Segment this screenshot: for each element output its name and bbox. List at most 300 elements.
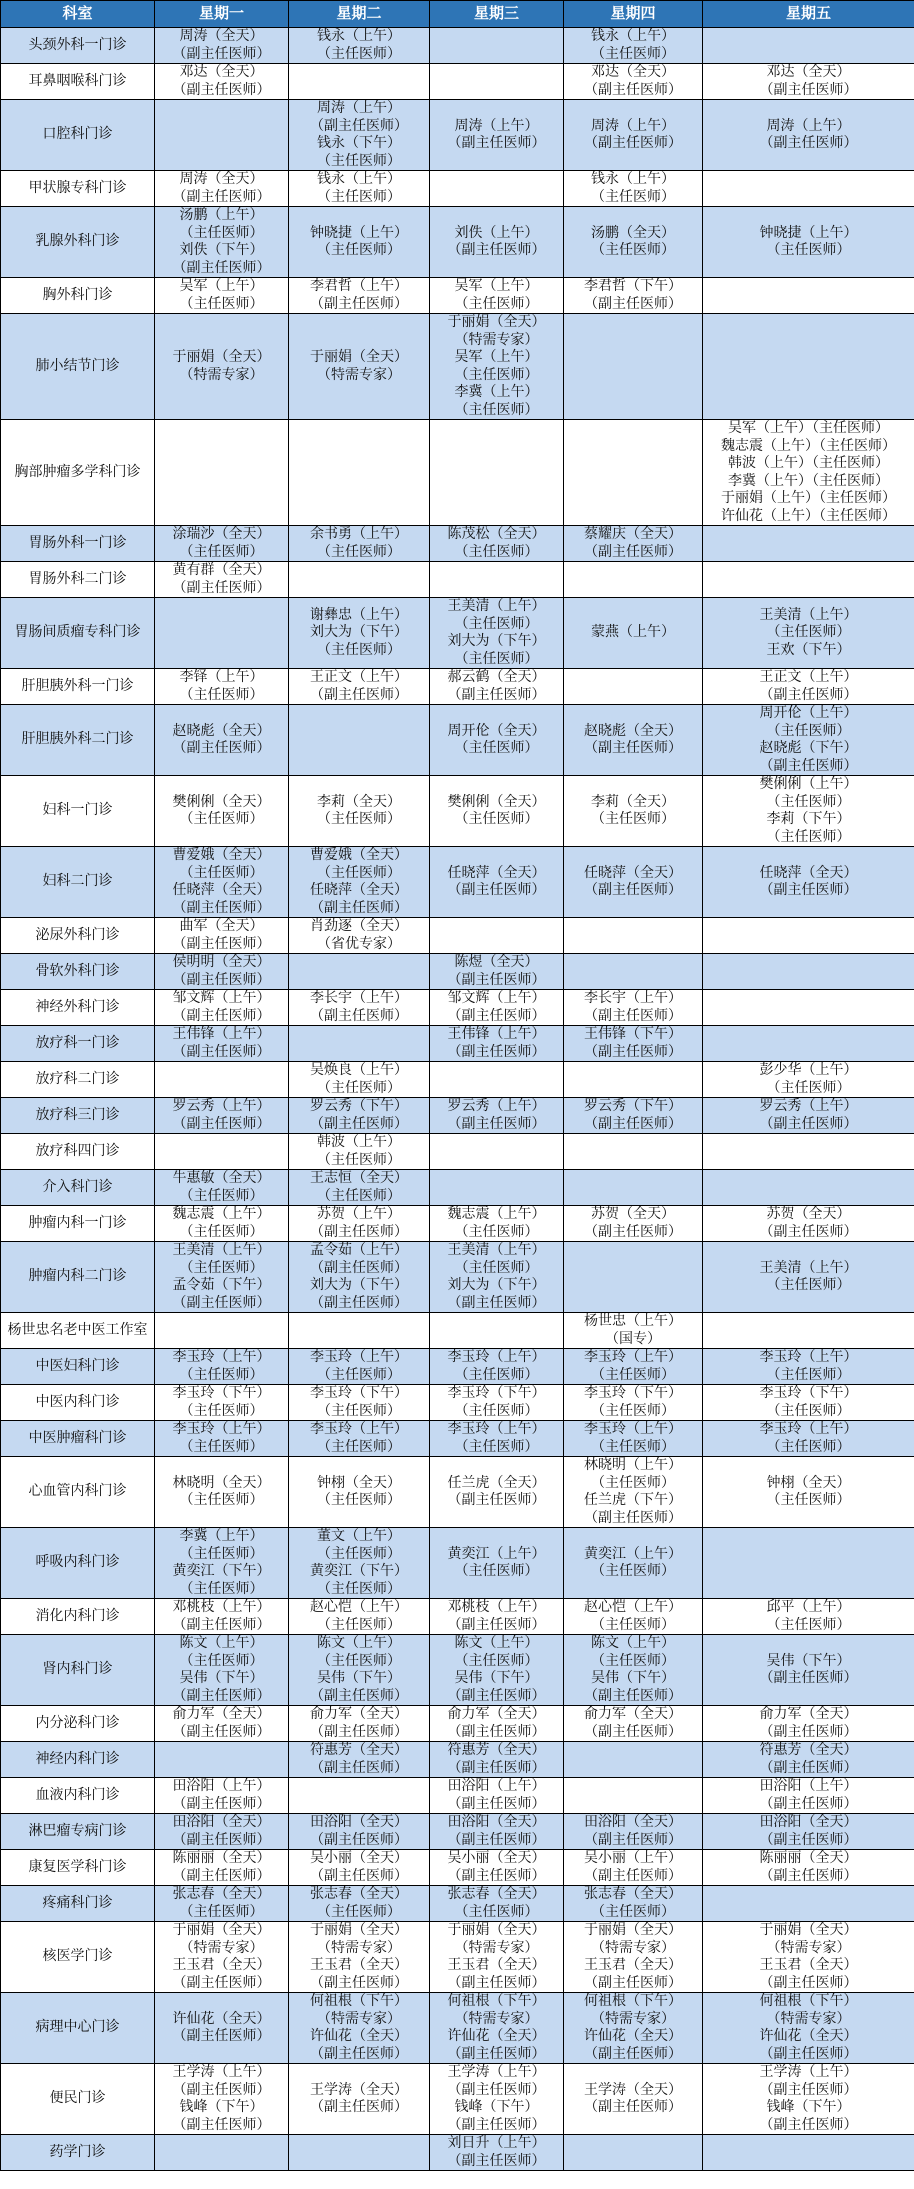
department-cell: 胸部肿瘤多学科门诊 <box>1 420 155 526</box>
schedule-cell <box>703 64 914 100</box>
doctor-line: （主任医师） <box>317 543 401 560</box>
doctor-line: 田浴阳（全天） <box>447 1814 546 1830</box>
doctor-line: 吴伟（下午） <box>766 1652 851 1669</box>
doctor-line: （副主任医师） <box>759 882 858 898</box>
doctor-line: 邓达（全天） <box>766 64 851 80</box>
schedule-cell <box>155 1922 289 1993</box>
doctor-line: 周涛（上午） <box>766 117 851 134</box>
table-row <box>1 1242 914 1313</box>
doctor-line: （副主任医师） <box>310 2045 408 2062</box>
doctor-line: 俞力军（全天） <box>447 1706 546 1722</box>
doctor-line: 张志春（全天） <box>584 1886 682 1902</box>
table-row <box>1 420 914 526</box>
doctor-line: （副主任医师） <box>759 1795 858 1812</box>
doctor-line: 王美清（上午） <box>447 598 546 614</box>
schedule-cell <box>289 847 430 918</box>
schedule-cell <box>430 990 564 1026</box>
schedule-cell <box>289 28 430 64</box>
doctor-line: （副主任医师） <box>759 1723 858 1740</box>
doctor-line: （副主任医师） <box>310 295 408 312</box>
schedule-cell <box>564 1922 703 1993</box>
doctor-line: 任兰虎（全天） <box>447 1474 546 1491</box>
schedule-cell <box>703 526 914 562</box>
schedule-cell <box>155 1385 289 1421</box>
doctor-line: （副主任医师） <box>584 1007 682 1024</box>
doctor-line: （副主任医师） <box>447 1043 546 1060</box>
doctor-line: （主任医师） <box>454 1563 539 1579</box>
doctor-line: （副主任医师） <box>584 1974 682 1991</box>
doctor-line: 董文（上午） <box>317 1528 401 1544</box>
schedule-cell <box>155 954 289 990</box>
schedule-cell <box>703 2135 914 2171</box>
doctor-line: 刘佚（上午） <box>454 224 539 241</box>
doctor-line: （主任医师） <box>454 615 539 632</box>
doctor-line: （主任医师） <box>317 1438 401 1455</box>
department-cell: 甲状腺专科门诊 <box>1 171 155 207</box>
schedule-cell <box>289 1742 430 1778</box>
table-row <box>1 1062 914 1098</box>
doctor-line: 苏贺（全天） <box>766 1206 851 1222</box>
doctor-line: 赵晓彪（下午） <box>759 740 858 756</box>
department-cell: 泌尿外科门诊 <box>1 918 155 954</box>
doctor-line: （副主任医师） <box>759 1759 858 1776</box>
doctor-line: 任晓萍（全天） <box>584 864 682 881</box>
doctor-line: （副主任医师） <box>584 1831 682 1848</box>
doctor-line: 彭少华（上午） <box>759 1062 858 1078</box>
department-cell: 胃肠间质瘤专科门诊 <box>1 598 155 669</box>
schedule-cell <box>564 776 703 847</box>
schedule-cell <box>155 1349 289 1385</box>
doctor-line: 罗云秀（下午） <box>584 1098 682 1114</box>
doctor-line: 魏志震（上午） <box>447 1206 546 1222</box>
doctor-line: 钱峰（下午） <box>454 2099 539 2115</box>
header-monday: 星期一 <box>155 1 289 28</box>
doctor-line: （主任医师） <box>766 1366 851 1383</box>
schedule-cell <box>289 1313 430 1349</box>
doctor-line: （主任医师） <box>454 1903 539 1920</box>
doctor-line: （副主任医师） <box>447 242 546 258</box>
doctor-line: （特需专家） <box>454 1939 539 1956</box>
doctor-line: 钟栩（全天） <box>317 1474 401 1491</box>
schedule-cell <box>703 562 914 598</box>
doctor-line: 黄奕江（下午） <box>310 1563 408 1579</box>
schedule-cell <box>564 1421 703 1457</box>
doctor-line: 邓桃枝（上午） <box>172 1599 271 1615</box>
doctor-line: 俞力军（全天） <box>172 1706 271 1722</box>
schedule-cell <box>564 669 703 705</box>
doctor-line: 赵晓彪（全天） <box>172 722 271 739</box>
doctor-line: 于丽娟（上午）（主任医师） <box>721 490 896 506</box>
schedule-cell <box>564 314 703 420</box>
schedule-cell <box>289 954 430 990</box>
schedule-cell <box>289 1922 430 1993</box>
doctor-line: 周涛（上午） <box>591 117 675 134</box>
table-row <box>1 207 914 278</box>
schedule-cell <box>430 1026 564 1062</box>
schedule-cell <box>430 278 564 314</box>
doctor-line: 李玉玲（上午） <box>584 1349 682 1365</box>
doctor-line: （副主任医师） <box>310 1115 408 1132</box>
doctor-line: （主任医师） <box>591 1652 675 1669</box>
doctor-line: （副主任医师） <box>759 1670 858 1686</box>
doctor-line: （主任医师） <box>454 740 539 756</box>
schedule-cell <box>564 171 703 207</box>
table-row <box>1 954 914 990</box>
doctor-line: 于丽娟（全天） <box>447 314 546 330</box>
doctor-line: （主任医师） <box>591 1563 675 1579</box>
schedule-cell <box>703 1062 914 1098</box>
schedule-cell <box>155 1528 289 1599</box>
department-cell: 淋巴瘤专病门诊 <box>1 1814 155 1850</box>
doctor-line: （副主任医师） <box>172 1867 271 1884</box>
table-row <box>1 171 914 207</box>
doctor-line: 符惠芳（全天） <box>310 1742 408 1758</box>
schedule-cell <box>155 1134 289 1170</box>
doctor-line: 牛惠敏（全天） <box>172 1170 271 1186</box>
doctor-line: （副主任医师） <box>172 45 271 62</box>
table-row <box>1 100 914 171</box>
schedule-cell <box>155 171 289 207</box>
doctor-line: （主任医师） <box>454 401 539 418</box>
doctor-line: 符惠芳（全天） <box>759 1742 858 1758</box>
doctor-line: 于丽娟（全天） <box>759 1922 858 1938</box>
department-cell: 肺小结节门诊 <box>1 314 155 420</box>
doctor-line: （副主任医师） <box>172 1616 271 1633</box>
doctor-line: （主任医师） <box>317 1402 401 1419</box>
schedule-cell <box>564 1850 703 1886</box>
doctor-line: （副主任医师） <box>172 1974 271 1991</box>
schedule-cell <box>430 1886 564 1922</box>
doctor-line: 曹爱娥（全天） <box>310 847 408 863</box>
doctor-line: （主任医师） <box>317 1151 401 1168</box>
schedule-cell <box>155 1742 289 1778</box>
doctor-line: （主任医师） <box>766 1616 851 1633</box>
doctor-line: （副主任医师） <box>172 1043 271 1060</box>
schedule-cell <box>289 64 430 100</box>
schedule-cell <box>430 1098 564 1134</box>
schedule-cell <box>703 1385 914 1421</box>
schedule-cell <box>703 1170 914 1206</box>
doctor-line: 任晓萍（全天） <box>172 882 271 898</box>
schedule-cell <box>289 1850 430 1886</box>
schedule-cell <box>564 2064 703 2135</box>
schedule-cell <box>430 562 564 598</box>
doctor-line: （副主任医师） <box>172 1294 271 1311</box>
schedule-cell <box>289 278 430 314</box>
schedule-cell <box>289 1635 430 1706</box>
doctor-line: （副主任医师） <box>447 2045 546 2062</box>
header-friday: 星期五 <box>703 1 914 28</box>
schedule-cell <box>703 1922 914 1993</box>
doctor-line: 田浴阳（全天） <box>172 1814 271 1830</box>
doctor-line: （特需专家） <box>591 1939 675 1956</box>
doctor-line: 赵心恺（上午） <box>584 1599 682 1615</box>
doctor-line: 田浴阳（全天） <box>584 1814 682 1830</box>
schedule-cell <box>289 1778 430 1814</box>
schedule-cell <box>289 1706 430 1742</box>
doctor-line: 于丽娟（全天） <box>447 1922 546 1938</box>
doctor-line: （主任医师） <box>766 1079 851 1096</box>
schedule-cell <box>703 420 914 526</box>
doctor-line: （主任医师） <box>179 1187 264 1204</box>
doctor-line: 王玉君（全天） <box>172 1957 271 1973</box>
doctor-line: 许仙花（全天） <box>172 2010 271 2027</box>
schedule-cell <box>564 990 703 1026</box>
doctor-line: 王玉君（全天） <box>310 1957 408 1973</box>
department-cell: 肾内科门诊 <box>1 1635 155 1706</box>
schedule-cell <box>289 1457 430 1528</box>
doctor-line: （副主任医师） <box>172 2081 271 2098</box>
table-row <box>1 1599 914 1635</box>
schedule-cell <box>703 1886 914 1922</box>
schedule-cell <box>289 1170 430 1206</box>
schedule-cell <box>155 1457 289 1528</box>
schedule-cell <box>289 705 430 776</box>
doctor-line: （副主任医师） <box>759 1831 858 1848</box>
doctor-line: （国专） <box>605 1330 661 1347</box>
schedule-cell <box>703 1242 914 1313</box>
schedule-cell <box>289 562 430 598</box>
doctor-line: 魏志震（上午）（主任医师） <box>721 437 896 454</box>
department-cell: 妇科二门诊 <box>1 847 155 918</box>
schedule-cell <box>430 598 564 669</box>
doctor-line: （副主任医师） <box>584 882 682 898</box>
doctor-line: 邱平（上午） <box>766 1599 851 1615</box>
schedule-cell <box>430 526 564 562</box>
doctor-line: 田浴阳（上午） <box>447 1778 546 1794</box>
schedule-cell <box>289 1098 430 1134</box>
table-row <box>1 1922 914 1993</box>
doctor-line: 许仙花（全天） <box>584 2028 682 2044</box>
doctor-line: 许仙花（全天） <box>310 2028 408 2044</box>
doctor-line: （主任医师） <box>179 1652 264 1669</box>
table-row <box>1 1850 914 1886</box>
department-cell: 药学门诊 <box>1 2135 155 2171</box>
schedule-cell <box>155 1313 289 1349</box>
doctor-line: 韩波（上午） <box>317 1134 401 1150</box>
doctor-line: 邹文辉（上午） <box>172 990 271 1006</box>
doctor-line: 曲军（全天） <box>179 918 264 934</box>
doctor-line: 任晓萍（全天） <box>447 864 546 881</box>
doctor-line: 王美清（上午） <box>447 1242 546 1258</box>
doctor-line: 吴伟（下午） <box>591 1670 675 1686</box>
schedule-cell <box>155 278 289 314</box>
doctor-line: （副主任医师） <box>172 899 271 916</box>
department-cell: 胸外科门诊 <box>1 278 155 314</box>
doctor-line: 孟令茹（下午） <box>172 1277 271 1293</box>
doctor-line: 王学涛（全天） <box>310 2081 408 2098</box>
doctor-line: （副主任医师） <box>172 2116 271 2133</box>
table-row <box>1 990 914 1026</box>
doctor-line: （主任医师） <box>317 1079 401 1096</box>
doctor-line: （副主任医师） <box>447 686 546 703</box>
doctor-line: （副主任医师） <box>310 1007 408 1024</box>
department-cell: 胃肠外科一门诊 <box>1 526 155 562</box>
schedule-cell <box>155 562 289 598</box>
schedule-cell <box>564 918 703 954</box>
schedule-cell <box>155 2064 289 2135</box>
department-cell: 乳腺外科门诊 <box>1 207 155 278</box>
doctor-line: （主任医师） <box>179 224 264 241</box>
doctor-line: （省优专家） <box>317 935 401 952</box>
doctor-line: 李玉玲（上午） <box>447 1421 546 1437</box>
schedule-cell <box>703 1778 914 1814</box>
schedule-cell <box>703 598 914 669</box>
doctor-line: 何祖根（下午） <box>584 1993 682 2009</box>
doctor-line: （特需专家） <box>454 2010 539 2027</box>
schedule-cell <box>703 1742 914 1778</box>
doctor-line: （主任医师） <box>766 1492 851 1508</box>
doctor-line: 李玉玲（上午） <box>584 1421 682 1437</box>
department-cell: 口腔科门诊 <box>1 100 155 171</box>
doctor-line: （主任医师） <box>317 242 401 258</box>
doctor-line: 黄奕江（下午） <box>172 1563 271 1579</box>
schedule-cell <box>703 1098 914 1134</box>
doctor-line: 钱永（下午） <box>317 135 401 151</box>
department-cell: 放疗科三门诊 <box>1 1098 155 1134</box>
doctor-line: （主任医师） <box>317 1187 401 1204</box>
table-row <box>1 1742 914 1778</box>
doctor-line: 涂瑞沙（全天） <box>172 526 271 542</box>
schedule-cell <box>564 1993 703 2064</box>
table-row <box>1 598 914 669</box>
schedule-cell <box>289 1062 430 1098</box>
schedule-cell <box>430 1421 564 1457</box>
doctor-line: （副主任医师） <box>172 2028 271 2044</box>
schedule-cell <box>430 1922 564 1993</box>
schedule-cell <box>430 847 564 918</box>
schedule-cell <box>564 1349 703 1385</box>
doctor-line: 许仙花（全天） <box>447 2028 546 2044</box>
department-cell: 中医肿瘤科门诊 <box>1 1421 155 1457</box>
doctor-line: 林晓明（全天） <box>172 1474 271 1491</box>
schedule-cell <box>289 1242 430 1313</box>
doctor-line: 邹文辉（上午） <box>447 990 546 1006</box>
header-row <box>1 1 914 28</box>
doctor-line: （主任医师） <box>454 1223 539 1240</box>
doctor-line: 李冀（上午）（主任医师） <box>728 472 889 489</box>
doctor-line: 樊俐俐（上午） <box>759 776 858 792</box>
doctor-line: （主任医师） <box>454 1259 539 1276</box>
doctor-line: 陈煜（全天） <box>454 954 539 970</box>
schedule-cell <box>430 1706 564 1742</box>
doctor-line: （副主任医师） <box>447 1795 546 1812</box>
doctor-line: （主任医师） <box>317 1903 401 1920</box>
doctor-line: （副主任医师） <box>447 2081 546 2098</box>
schedule-cell <box>155 598 289 669</box>
doctor-line: 罗云秀（下午） <box>310 1098 408 1114</box>
schedule-cell <box>564 420 703 526</box>
doctor-line: （副主任医师） <box>584 543 682 560</box>
schedule-cell <box>155 1206 289 1242</box>
doctor-line: 李玉玲（上午） <box>310 1349 408 1365</box>
department-cell: 便民门诊 <box>1 2064 155 2135</box>
doctor-line: 李玉玲（下午） <box>447 1385 546 1401</box>
schedule-cell <box>564 64 703 100</box>
header-tuesday: 星期二 <box>289 1 430 28</box>
doctor-line: （副主任医师） <box>759 2045 858 2062</box>
schedule-cell <box>564 1814 703 1850</box>
doctor-line: （主任医师） <box>317 188 401 205</box>
schedule-cell <box>289 1993 430 2064</box>
schedule-cell <box>155 705 289 776</box>
doctor-line: （主任医师） <box>179 811 264 827</box>
table-row <box>1 278 914 314</box>
doctor-line: （副主任医师） <box>447 1867 546 1884</box>
schedule-cell <box>155 420 289 526</box>
doctor-line: 吴小丽（上午） <box>584 1850 682 1866</box>
header-department: 科室 <box>1 1 155 28</box>
department-cell: 放疗科二门诊 <box>1 1062 155 1098</box>
doctor-line: 陈文（上午） <box>454 1635 539 1651</box>
doctor-line: 苏贺（上午） <box>317 1206 401 1222</box>
table-row <box>1 1385 914 1421</box>
doctor-line: （主任医师） <box>317 811 401 827</box>
doctor-line: （副主任医师） <box>172 1723 271 1740</box>
schedule-cell <box>430 1062 564 1098</box>
schedule-cell <box>564 1313 703 1349</box>
doctor-line: 张志春（全天） <box>310 1886 408 1902</box>
doctor-line: （主任医师） <box>179 1402 264 1419</box>
doctor-line: 吴军（上午） <box>454 349 539 365</box>
doctor-line: （副主任医师） <box>759 81 858 98</box>
schedule-cell <box>289 776 430 847</box>
doctor-line: 赵心恺（上午） <box>310 1599 408 1615</box>
doctor-line: 汤鹏（上午） <box>179 207 264 223</box>
doctor-line: （副主任医师） <box>759 1115 858 1132</box>
doctor-line: （副主任医师） <box>172 81 271 98</box>
doctor-line: 王学涛（全天） <box>584 2081 682 2098</box>
doctor-line: （副主任医师） <box>310 1831 408 1848</box>
doctor-line: 蔡耀庆（全天） <box>584 526 682 542</box>
doctor-line: （副主任医师） <box>447 1115 546 1132</box>
doctor-line: （特需专家） <box>766 2010 851 2027</box>
table-row <box>1 1421 914 1457</box>
schedule-cell <box>564 1385 703 1421</box>
schedule-cell <box>564 1134 703 1170</box>
schedule-cell <box>703 171 914 207</box>
schedule-cell <box>430 776 564 847</box>
doctor-line: 李君哲（下午） <box>584 278 682 294</box>
doctor-line: 刘佚（下午） <box>179 242 264 258</box>
doctor-line: 李铎（上午） <box>179 669 264 685</box>
schedule-cell <box>703 2064 914 2135</box>
doctor-line: （副主任医师） <box>447 2116 546 2133</box>
doctor-line: 邓达（全天） <box>179 64 264 80</box>
table-row <box>1 64 914 100</box>
schedule-cell <box>289 420 430 526</box>
doctor-line: （副主任医师） <box>172 935 271 952</box>
doctor-line: 钱永（上午） <box>591 171 675 187</box>
doctor-line: 周涛（上午） <box>317 100 401 116</box>
schedule-cell <box>155 2135 289 2171</box>
schedule-cell <box>289 1206 430 1242</box>
doctor-line: （副主任医师） <box>172 740 271 756</box>
schedule-cell <box>430 1313 564 1349</box>
doctor-line: （副主任医师） <box>310 1223 408 1240</box>
doctor-line: （主任医师） <box>766 722 851 739</box>
doctor-line: 刘大为（下午） <box>447 633 546 649</box>
table-row <box>1 1206 914 1242</box>
doctor-line: 樊俐俐（全天） <box>172 793 271 810</box>
schedule-cell <box>289 598 430 669</box>
doctor-line: 李玉玲（上午） <box>172 1349 271 1365</box>
doctor-line: （主任医师） <box>454 1438 539 1455</box>
schedule-cell <box>289 1421 430 1457</box>
department-cell: 中医妇科门诊 <box>1 1349 155 1385</box>
doctor-line: 刘大为（下午） <box>310 1277 408 1293</box>
schedule-cell <box>703 954 914 990</box>
